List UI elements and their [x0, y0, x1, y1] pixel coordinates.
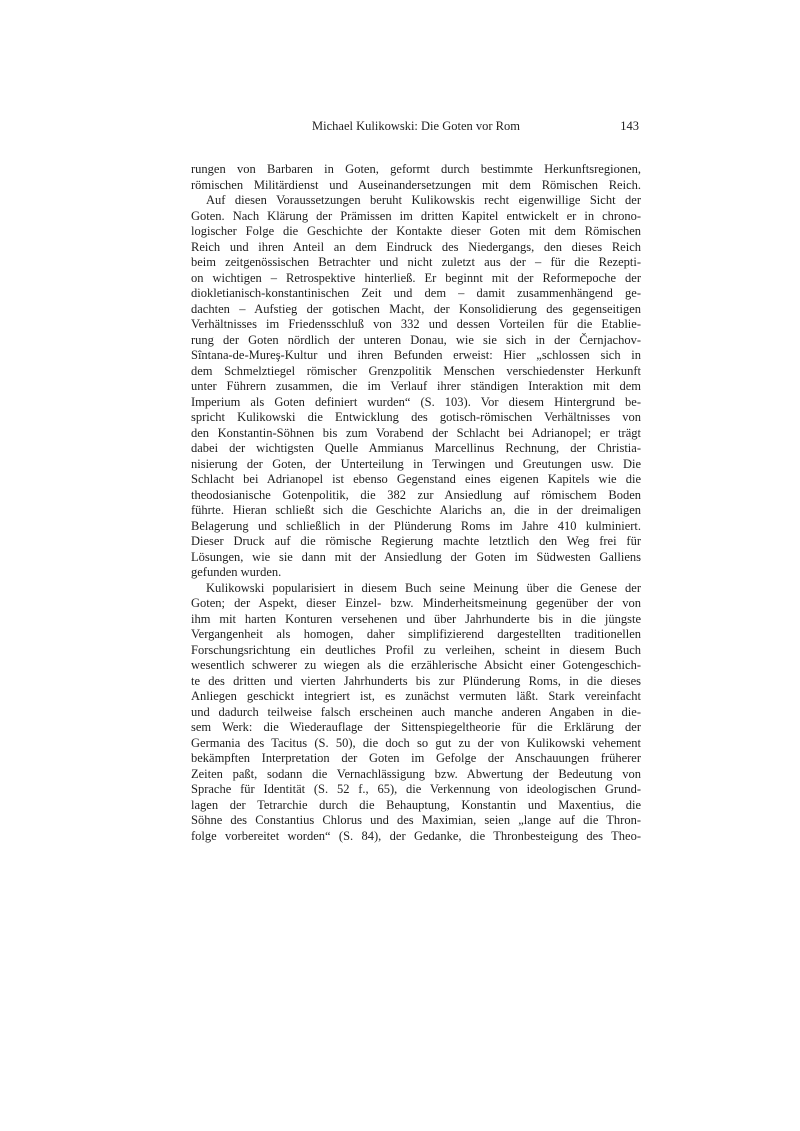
paragraph	[191, 581, 641, 845]
text-line: Imperium als Goten definiert wurden“ (S. 103). Vor diesem Hintergrund be-	[191, 394, 641, 409]
text-line: Lösungen, wie sie dann mit der Ansiedlung der Goten im Südwesten Galliens	[191, 549, 641, 564]
text-line: rungen von Barbaren in Goten, geformt durch bestimmte Herkunftsregionen,	[191, 162, 641, 176]
text-line: Söhne des Constantius Chlorus und des Maximian, seien „lange auf die Thron-	[191, 813, 641, 827]
page-number: 143	[620, 119, 639, 133]
text-line: ihm mit harten Konturen versehenen und über Jahrhunderte bis in die jüngste	[191, 611, 641, 626]
text-line: dem Schmelztiegel römischer Grenzpolitik Menschen verschiedenster Herkunft	[191, 363, 641, 378]
text-line: on wichtigen – Retrospektive hinterließ. Er beginnt mit der Reformepoche der	[191, 270, 641, 285]
text-line: Sprache für Identität (S. 52 f., 65), die Verkennung von ideologischen Grund-	[191, 782, 641, 796]
text-line: Goten. Nach Klärung der Prämissen im dritten Kapitel entwickelt er in chrono-	[191, 208, 641, 223]
text-line: rung der Goten nördlich der unteren Donau, wie sie sich in der Černjachov-	[191, 332, 641, 347]
text-line: führte. Hieran schließt sich die Geschichte Alarichs an, die in der dreimaligen	[191, 503, 641, 517]
text-line: Zeiten paßt, sodann die Vernachlässigung bzw. Abwertung der Bedeutung von	[191, 766, 641, 781]
text-line: Kulikowski popularisiert in diesem Buch seine Meinung über die Genese der	[206, 580, 641, 595]
text-line: Anliegen geschickt integriert ist, es zunächst vermuten läßt. Stark vereinfacht	[191, 689, 641, 703]
paragraph	[191, 193, 641, 581]
text-line: römischen Militärdienst und Auseinandersetzungen mit dem Römischen Reich.	[191, 177, 641, 192]
text-line: Reich und ihren Anteil an dem Eindruck des Niedergangs, den dieses Reich	[191, 239, 641, 254]
text-line: lagen der Tetrarchie durch die Behauptung, Konstantin und Maxentius, die	[191, 797, 641, 812]
text-line: gefunden wurden.	[191, 565, 282, 579]
paragraph	[191, 162, 641, 193]
text-line: Sîntana-de-Mureş-Kultur und ihren Befunden erweist: Hier „schlossen sich in	[191, 348, 641, 362]
text-line: dachten – Aufstieg der gotischen Macht, der Konsolidierung des gegenseitigen	[191, 301, 641, 316]
text-line: theodosianische Gotenpolitik, die 382 zur Ansiedlung auf römischem Boden	[191, 487, 641, 502]
text-line: Goten; der Aspekt, dieser Einzel- bzw. Minderheitsmeinung gegenüber der von	[191, 596, 641, 610]
text-line: und dadurch teilweise falsch erscheinen auch manche anderen Angaben in die-	[191, 704, 641, 719]
text-line: Belagerung und schließlich in der Plünderung Roms im Jahre 410 kulminiert.	[191, 518, 641, 533]
text-line: dabei der wichtigsten Quelle Ammianus Marcellinus Rechnung, der Christia-	[191, 441, 641, 455]
text-line: Auf diesen Voraussetzungen beruht Kulikowskis recht eigenwillige Sicht der	[206, 193, 641, 207]
body-paragraphs	[191, 162, 641, 844]
text-line: folge vorbereitet worden“ (S. 84), der Gedanke, die Thronbesteigung des Theo-	[191, 828, 641, 843]
text-line: Vergangenheit als homogen, daher simplifizierend dargestellten traditionellen	[191, 627, 641, 641]
text-line: logischer Folge die Geschichte der Kontakte dieser Goten mit dem Römischen	[191, 224, 641, 238]
text-line: sem Werk: die Wiederauflage der Sittenspiegeltheorie für die Erklärung der	[191, 720, 641, 734]
text-line: beim zeitgenössischen Betrachter und nicht zuletzt aus der – für die Rezepti-	[191, 255, 641, 269]
text-line: Verhältnisses im Friedensschluß von 332 und dessen Vorteilen für die Etablie-	[191, 317, 641, 331]
text-line: Schlacht bei Adrianopel ist ebenso Gegenstand eines eigenen Kapitels wie die	[191, 472, 641, 486]
text-line: Dieser Druck auf die römische Regierung machte letztlich den Weg frei für	[191, 534, 641, 548]
text-column	[191, 119, 641, 844]
text-line: diokletianisch-konstantinischen Zeit und dem – damit zusammenhängend ge-	[191, 286, 641, 300]
text-line: nisierung der Goten, der Unterteilung in Terwingen und Greutungen usw. Die	[191, 456, 641, 471]
text-line: unter Führern zusammen, die im Verlauf ihrer ständigen Interaktion mit dem	[191, 379, 641, 393]
running-title: Michael Kulikowski: Die Goten vor Rom	[312, 119, 520, 133]
page-header	[191, 119, 641, 134]
text-line: Forschungsrichtung ein deutliches Profil zu verleihen, scheint in diesem Buch	[191, 642, 641, 657]
text-line: te des dritten und vierten Jahrhunderts bis zur Plünderung Roms, in die dieses	[191, 673, 641, 688]
text-line: bekämpften Interpretation der Goten im Gefolge der Anschauungen früherer	[191, 751, 641, 765]
text-line: den Konstantin-Söhnen bis zum Vorabend der Schlacht bei Adrianopel; er trägt	[191, 425, 641, 440]
text-line: wesentlich schwerer zu wiegen als die erzählerische Absicht einer Gotengeschich-	[191, 658, 641, 672]
text-line: Germania des Tacitus (S. 50), die doch so gut zu der von Kulikowski vehement	[191, 735, 641, 750]
text-line: spricht Kulikowski die Entwicklung des gotisch-römischen Verhältnisses von	[191, 410, 641, 424]
